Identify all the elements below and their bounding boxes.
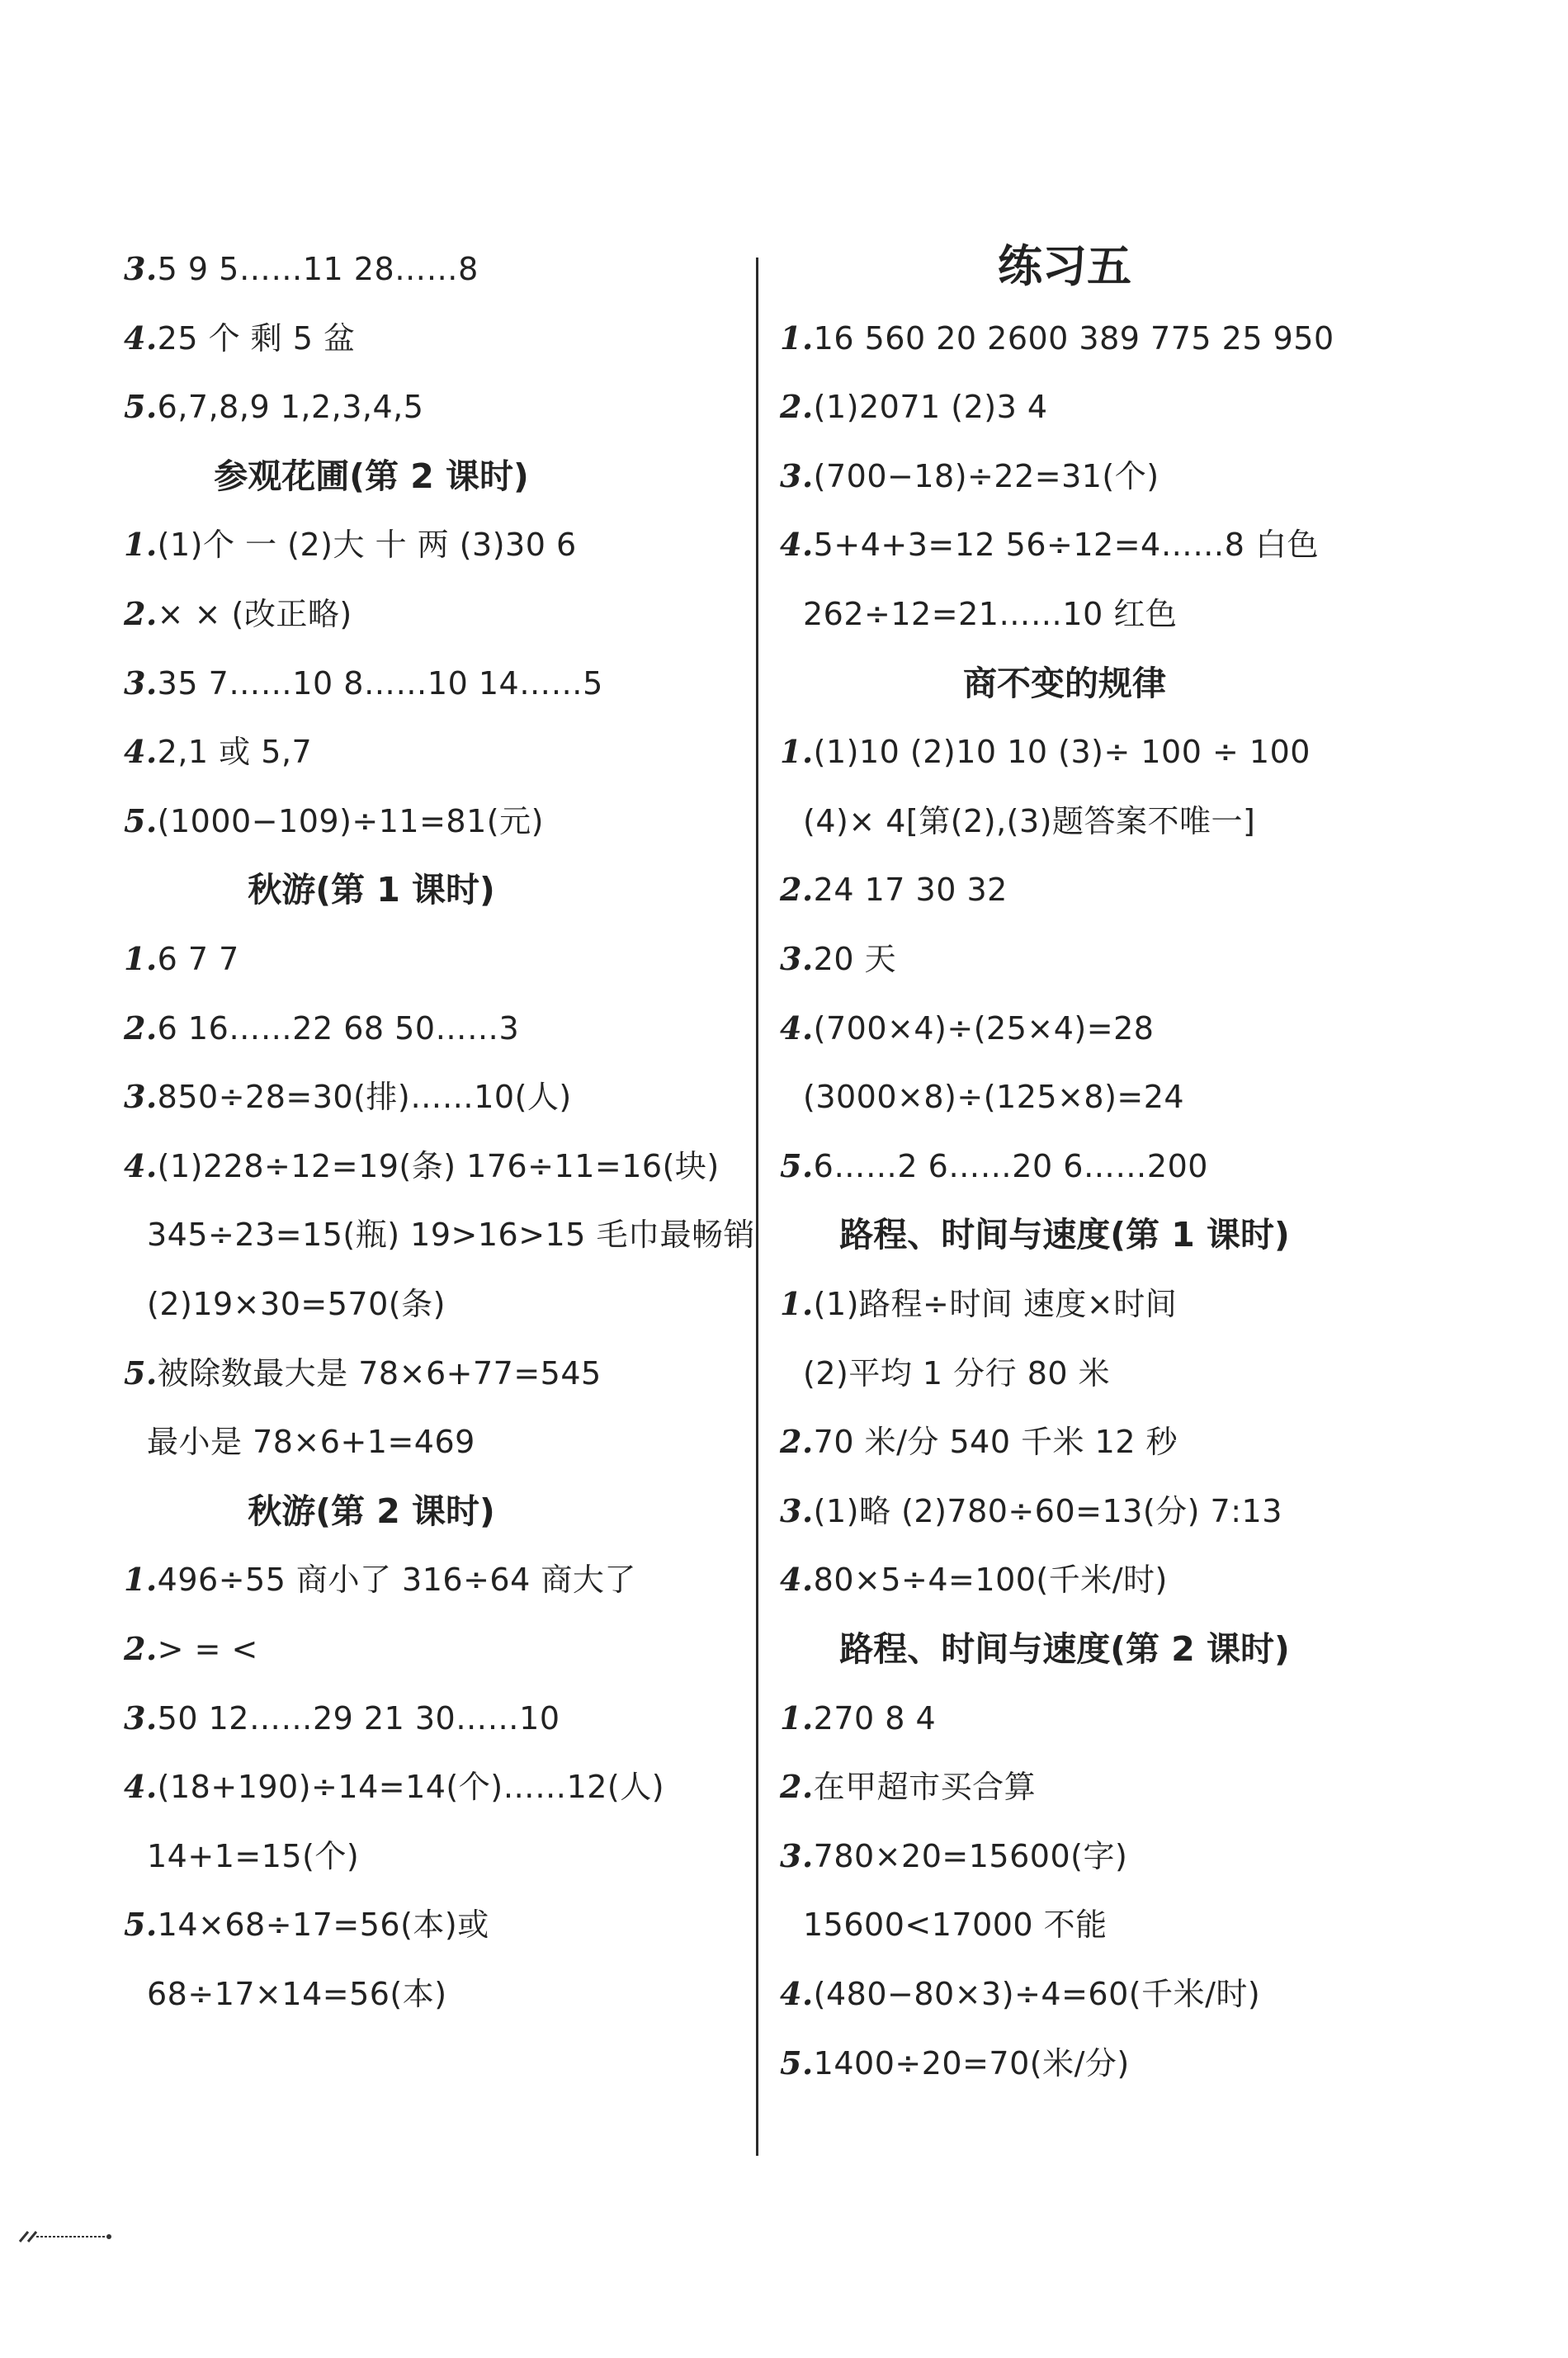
answer-line [780, 1835, 1127, 1878]
answer-text: > = < [157, 1631, 258, 1667]
answer-line [124, 938, 239, 981]
answer-text: 25 个 剩 5 盆 [157, 319, 356, 357]
answer-line [780, 938, 896, 981]
answer-continuation [780, 593, 1177, 636]
answer-continuation [780, 1075, 1184, 1118]
answer-line [780, 1973, 1260, 2015]
answer-text: 最小是 78×6+1=469 [147, 1424, 475, 1461]
answer-line [780, 523, 1319, 566]
answer-text: (18+190)÷14=14(个)……12(人) [157, 1769, 665, 1806]
answer-line [780, 385, 1048, 428]
answer-text: 270 8 4 [813, 1699, 937, 1737]
question-number: 2. [124, 595, 158, 632]
question-number: 4. [124, 733, 158, 771]
page-corner-ornament-icon [17, 2228, 116, 2245]
question-number: 1. [780, 733, 814, 771]
question-number: 2. [780, 871, 814, 909]
answer-continuation [780, 1352, 1110, 1395]
answer-text: 262÷12=21……10 红色 [803, 596, 1178, 632]
question-number: 3. [124, 664, 158, 702]
answer-text: 50 12……29 21 30……10 [157, 1699, 560, 1737]
answer-text: 70 米/分 540 千米 12 秒 [813, 1424, 1178, 1461]
answer-text: 1400÷20=70(米/分) [813, 2044, 1130, 2082]
answer-text: 780×20=15600(字) [813, 1837, 1128, 1874]
answer-line [780, 1145, 1208, 1188]
answer-text: (1)10 (2)10 10 (3)÷ 100 ÷ 100 [813, 734, 1311, 771]
answer-text: 6 16……22 68 50……3 [157, 1009, 520, 1047]
answer-text: 20 天 [813, 941, 897, 977]
answer-line [124, 800, 544, 843]
answer-line [124, 593, 352, 636]
answer-text: 2,1 或 5,7 [157, 734, 313, 771]
question-number: 3. [780, 1491, 814, 1529]
question-number: 1. [124, 526, 158, 564]
question-number: 3. [780, 940, 814, 977]
answer-text: (2)平均 1 分行 80 米 [803, 1354, 1111, 1392]
question-number: 1. [124, 1561, 158, 1599]
answer-line [124, 1903, 489, 1946]
answer-line [124, 1697, 560, 1740]
answer-line [124, 662, 603, 705]
answer-text: (1)路程÷时间 速度×时间 [813, 1286, 1178, 1322]
answer-line [124, 730, 312, 773]
answer-text: 在甲超市买合算 [813, 1769, 1037, 1806]
column-divider [756, 258, 758, 2156]
answer-line [780, 730, 1311, 773]
left-column [124, 0, 784, 2358]
answer-line [124, 385, 423, 428]
question-number: 4. [780, 1561, 814, 1599]
answer-text: 6 7 7 [157, 941, 239, 977]
answer-text: (1)个 一 (2)大 十 两 (3)30 6 [157, 527, 577, 564]
answer-text: (700−18)÷22=31(个) [813, 457, 1159, 494]
section-title: 练习五 [998, 240, 1131, 292]
answer-continuation [780, 1903, 1108, 1946]
question-number: 2. [780, 1423, 814, 1461]
question-number: 1. [124, 940, 158, 977]
answer-line [780, 1697, 936, 1740]
answer-text: 496÷55 商小了 316÷64 商大了 [157, 1562, 636, 1599]
answer-line [124, 1628, 258, 1670]
answer-text: × × (改正略) [157, 596, 352, 632]
answer-text: (4)× 4[第(2),(3)题答案不唯一] [803, 802, 1256, 839]
answer-line [780, 317, 1334, 360]
question-number: 2. [780, 1768, 814, 1806]
question-number: 5. [124, 801, 158, 839]
question-number: 3. [124, 1078, 158, 1116]
answer-continuation [124, 1973, 447, 2015]
question-number: 1. [780, 1699, 814, 1737]
question-number: 5. [124, 1906, 158, 1944]
answer-continuation [124, 1213, 755, 1256]
question-number: 5. [124, 388, 158, 426]
question-number: 4. [124, 319, 158, 357]
answer-continuation [124, 1283, 446, 1325]
answer-text: (480−80×3)÷4=60(千米/时) [813, 1976, 1261, 2012]
answer-line [124, 1145, 720, 1188]
answer-text: (1)228÷12=19(条) 176÷11=16(块) [157, 1147, 720, 1184]
answer-line [780, 2042, 1130, 2085]
answer-line [780, 1558, 1168, 1601]
answer-text: 14×68÷17=56(本)或 [157, 1907, 489, 1944]
answer-text: (1000−109)÷11=81(元) [157, 802, 544, 839]
answer-text: 5+4+3=12 56÷12=4……8 白色 [813, 527, 1319, 564]
question-number: 4. [780, 1009, 814, 1047]
answer-text: 6……2 6……20 6……200 [813, 1147, 1208, 1184]
section-heading: 路程、时间与速度(第 1 课时) [839, 1215, 1290, 1255]
answer-text: 16 560 20 2600 389 775 25 950 [813, 319, 1334, 357]
answer-continuation [124, 1835, 359, 1878]
answer-text: 被除数最大是 78×6+77=545 [157, 1354, 602, 1392]
question-number: 1. [780, 319, 814, 357]
answer-continuation [780, 800, 1255, 843]
question-number: 3. [124, 250, 158, 287]
question-number: 3. [780, 1836, 814, 1874]
answer-line [780, 1420, 1178, 1463]
answer-line [780, 1283, 1177, 1325]
section-heading: 秋游(第 1 课时) [248, 870, 495, 910]
answer-text: 80×5÷4=100(千米/时) [813, 1562, 1168, 1599]
answer-line [780, 1765, 1036, 1808]
question-number: 2. [124, 1009, 158, 1047]
answer-line [124, 1558, 636, 1601]
question-number: 4. [780, 526, 814, 564]
answer-line [780, 1007, 1154, 1050]
section-heading: 商不变的规律 [963, 663, 1166, 703]
answer-text: 850÷28=30(排)……10(人) [157, 1079, 572, 1116]
answer-line [124, 1765, 664, 1808]
answer-text: 14+1=15(个) [147, 1837, 360, 1874]
question-number: 1. [780, 1285, 814, 1322]
answer-text: (1)略 (2)780÷60=13(分) 7:13 [813, 1492, 1282, 1529]
answer-text: 24 17 30 32 [813, 872, 1008, 909]
answer-text: 5 9 5……11 28……8 [157, 251, 479, 287]
section-heading: 路程、时间与速度(第 2 课时) [839, 1629, 1290, 1669]
answer-text: 15600<17000 不能 [803, 1907, 1108, 1944]
answer-text: (3000×8)÷(125×8)=24 [803, 1079, 1185, 1116]
question-number: 5. [780, 2044, 814, 2082]
question-number: 3. [124, 1699, 158, 1737]
answer-text: 35 7……10 8……10 14……5 [157, 664, 603, 702]
right-column [780, 0, 1440, 2358]
answer-line [780, 455, 1159, 498]
question-number: 4. [124, 1768, 158, 1806]
answer-line [124, 1007, 519, 1050]
answer-line [124, 248, 479, 291]
answer-continuation [124, 1420, 475, 1463]
answer-line [124, 317, 356, 360]
answer-line [780, 1490, 1282, 1533]
section-heading: 秋游(第 2 课时) [248, 1491, 495, 1531]
question-number: 4. [780, 1975, 814, 2012]
question-number: 4. [124, 1146, 158, 1184]
answer-line [124, 523, 577, 566]
answer-text: 68÷17×14=56(本) [147, 1976, 447, 2012]
question-number: 2. [780, 388, 814, 426]
answer-text: (1)2071 (2)3 4 [813, 389, 1048, 426]
answer-text: (2)19×30=570(条) [147, 1286, 446, 1322]
answer-line [124, 1075, 572, 1118]
question-number: 3. [780, 456, 814, 494]
question-number: 2. [124, 1630, 158, 1667]
answer-line [780, 868, 1008, 911]
question-number: 5. [124, 1354, 158, 1392]
answer-text: 6,7,8,9 1,2,3,4,5 [157, 389, 424, 426]
question-number: 5. [780, 1146, 814, 1184]
answer-line [124, 1352, 602, 1395]
answer-text: (700×4)÷(25×4)=28 [813, 1009, 1155, 1047]
answer-text: 345÷23=15(瓶) 19>16>15 毛巾最畅销 [147, 1217, 755, 1254]
section-heading: 参观花圃(第 2 课时) [214, 456, 529, 496]
